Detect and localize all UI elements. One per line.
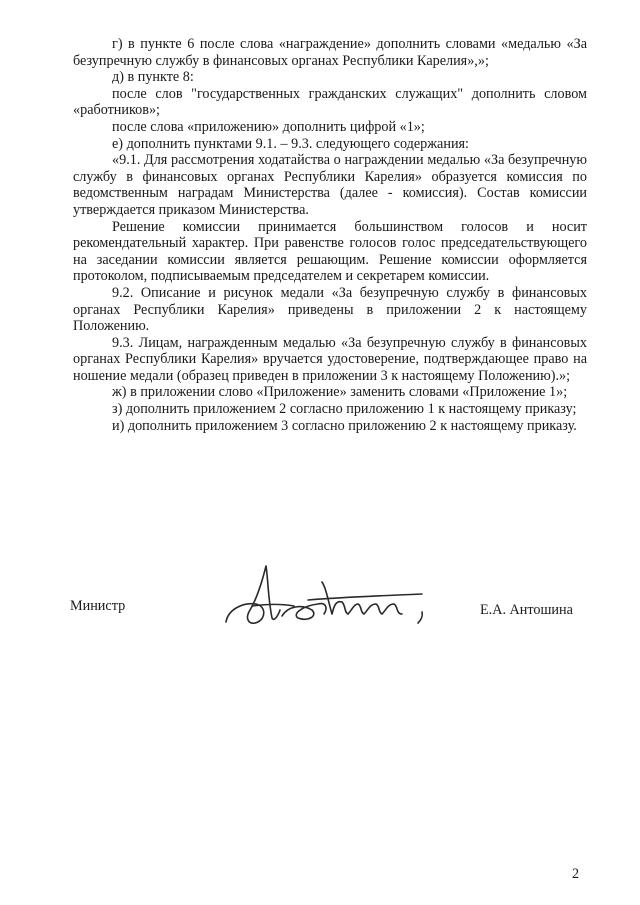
paragraph-9-1: «9.1. Для рассмотрения ходатайства о награждении медалью «За безупречную службу в финансовых органах Республики Карелия» образуется комиссия по ведомственным наградам Министерства (далее - комиссия). Состав комиссии утверждается приказом Министерства. (73, 152, 587, 218)
paragraph-g: г) в пункте 6 после слова «награждение» дополнить словами «медалью «За безупречную службу в финансовых органах Республики Карелия»,»; (73, 36, 587, 69)
signature-block (0, 560, 640, 640)
paragraph-z: з) дополнить приложением 2 согласно приложению 1 к настоящему приказу; (112, 401, 577, 418)
signatory-title: Министр (70, 598, 126, 614)
paragraph-9-3: 9.3. Лицам, награжденным медалью «За безупречную службу в финансовых органах Республики Карелия» вручается удостоверение, подтверждающее право на ношение медали (образец приведен в приложении 3 к настоящему Положению).»; (73, 334, 587, 384)
paragraph-9-2: 9.2. Описание и рисунок медали «За безупречную службу в финансовых органах Республики Карелия» приведены в приложении 2 к настоящему Положению. (73, 284, 587, 335)
paragraph-d-2: после слова «приложению» дополнить цифрой «1»; (112, 118, 425, 135)
paragraph-d: д) в пункте 8: (112, 69, 194, 86)
document-body (73, 36, 587, 434)
paragraph-9-1-decision: Решение комиссии принимается большинством голосов и носит рекомендательный характер. При равенстве голосов голос председательствующего на заседании комиссии является решающим. Решение комиссии оформляется протоколом, подписываемым председателем и секретарем комиссии. (73, 218, 587, 285)
signatory-name: Е.А. Антошина (480, 602, 573, 618)
paragraph-i: и) дополнить приложением 3 согласно приложению 2 к настоящему приказу. (112, 417, 577, 434)
paragraph-d-1: после слов "государственных гражданских служащих" дополнить словом «работников»; (73, 85, 587, 119)
paragraph-e: е) дополнить пунктами 9.1. – 9.3. следующего содержания: (112, 135, 470, 152)
page-number: 2 (572, 866, 580, 882)
paragraph-zh: ж) в приложении слово «Приложение» заменить словами «Приложение 1»; (112, 384, 568, 401)
handwritten-signature (222, 560, 442, 630)
